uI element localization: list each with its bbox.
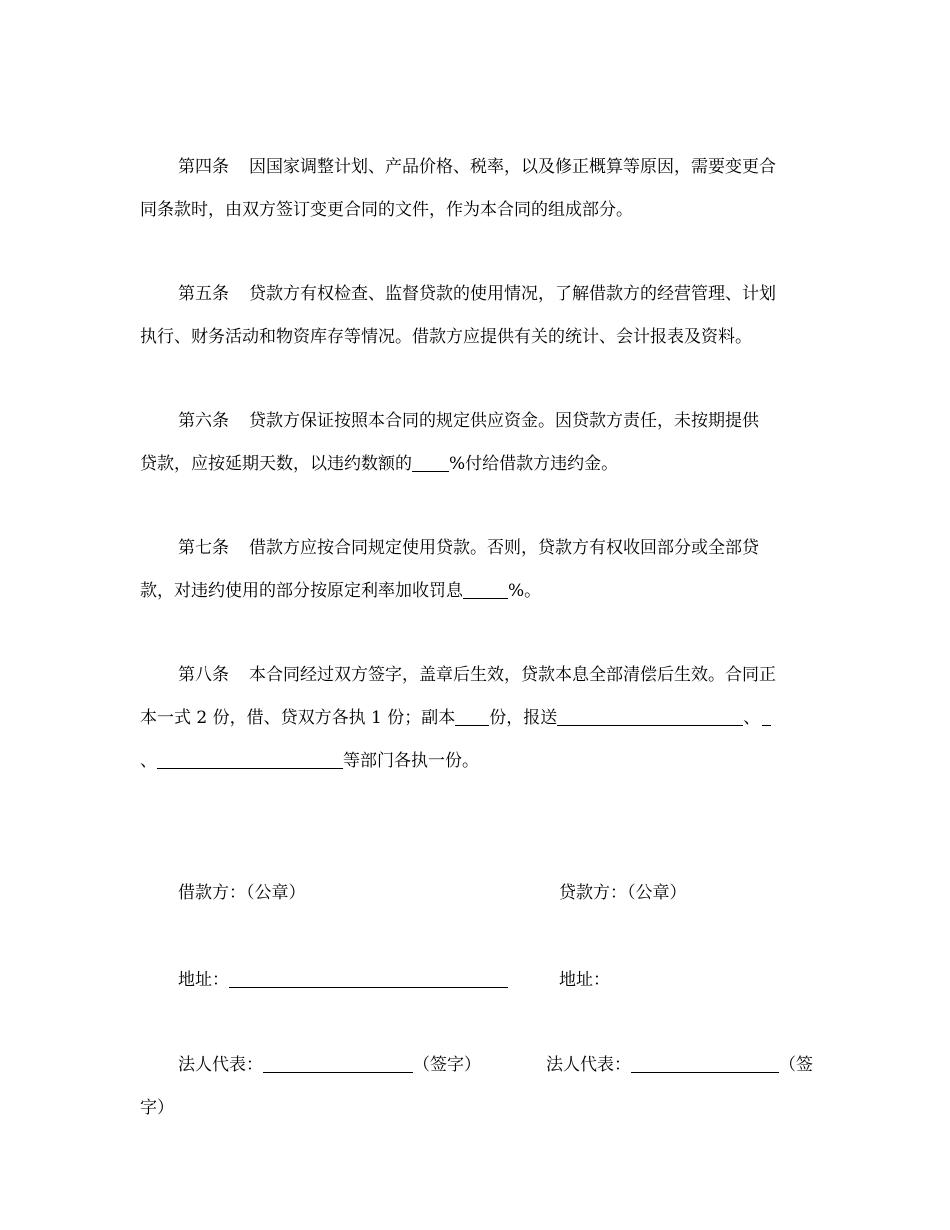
sign-note-continuation: 字） [140, 1098, 174, 1118]
article-text: 因国家调整计划、产品价格、税率，以及修正概算等原因，需要变更合 [249, 157, 776, 177]
article-5 [140, 273, 812, 359]
article-text: 等部门各执一份。 [343, 751, 479, 771]
legal-rep-label: 法人代表： [546, 1055, 631, 1075]
article-number: 第四条 [178, 157, 229, 177]
lender-legal-rep [546, 1050, 813, 1075]
article-text: 本一式 2 份，借、贷双方各执 1 份；副本 [140, 708, 456, 728]
signature-blank[interactable] [263, 1055, 413, 1073]
article-6 [140, 400, 812, 486]
lender-address-label: 地址： [559, 970, 610, 990]
article-text: 款，对违约使用的部分按原定利率加收罚息 [140, 581, 463, 601]
article-number: 第五条 [178, 284, 229, 304]
borrower-legal-rep [178, 1050, 481, 1075]
address-label: 地址： [178, 970, 229, 990]
article-number: 第六条 [178, 411, 229, 431]
lender-seal-label: 贷款方：（公章） [559, 883, 687, 903]
signature-blank[interactable] [631, 1055, 779, 1073]
article-7 [140, 527, 812, 613]
article-text: %。 [508, 581, 542, 601]
article-text: %付给借款方违约金。 [449, 454, 619, 474]
article-8 [140, 654, 812, 783]
article-text: 贷款方保证按照本合同的规定供应资金。因贷款方责任，未按期提供 [249, 411, 759, 431]
fill-blank[interactable] [463, 581, 508, 599]
article-text: 同条款时，由双方签订变更合同的文件，作为本合同的组成部分。 [140, 200, 633, 220]
article-text: 贷款，应按延期天数，以违约数额的 [140, 454, 412, 474]
sign-note: （签 [779, 1055, 813, 1075]
article-number: 第八条 [178, 665, 229, 685]
address-blank[interactable] [229, 970, 508, 988]
fill-blank[interactable] [157, 751, 343, 769]
legal-rep-label: 法人代表： [178, 1055, 263, 1075]
borrower-seal-label: 借款方：（公章） [178, 883, 306, 903]
fill-blank[interactable] [762, 708, 771, 726]
article-number: 第七条 [178, 538, 229, 558]
article-text: 执行、财务活动和物资库存等情况。借款方应提供有关的统计、会计报表及资料。 [140, 327, 752, 347]
article-text: 本合同经过双方签字，盖章后生效，贷款本息全部清偿后生效。合同正 [249, 665, 776, 685]
fill-blank[interactable] [412, 454, 449, 472]
article-4 [140, 146, 812, 232]
article-text: 份，报送 [489, 708, 558, 728]
article-text: 、 [743, 708, 761, 728]
article-text: 、 [140, 751, 157, 771]
article-text: 贷款方有权检查、监督贷款的使用情况，了解借款方的经营管理、计划 [249, 284, 776, 304]
borrower-address [178, 965, 508, 990]
fill-blank[interactable] [557, 708, 743, 726]
article-text: 借款方应按合同规定使用贷款。否则，贷款方有权收回部分或全部贷 [249, 538, 759, 558]
fill-blank[interactable] [455, 708, 489, 726]
sign-note: （签字） [413, 1055, 481, 1075]
